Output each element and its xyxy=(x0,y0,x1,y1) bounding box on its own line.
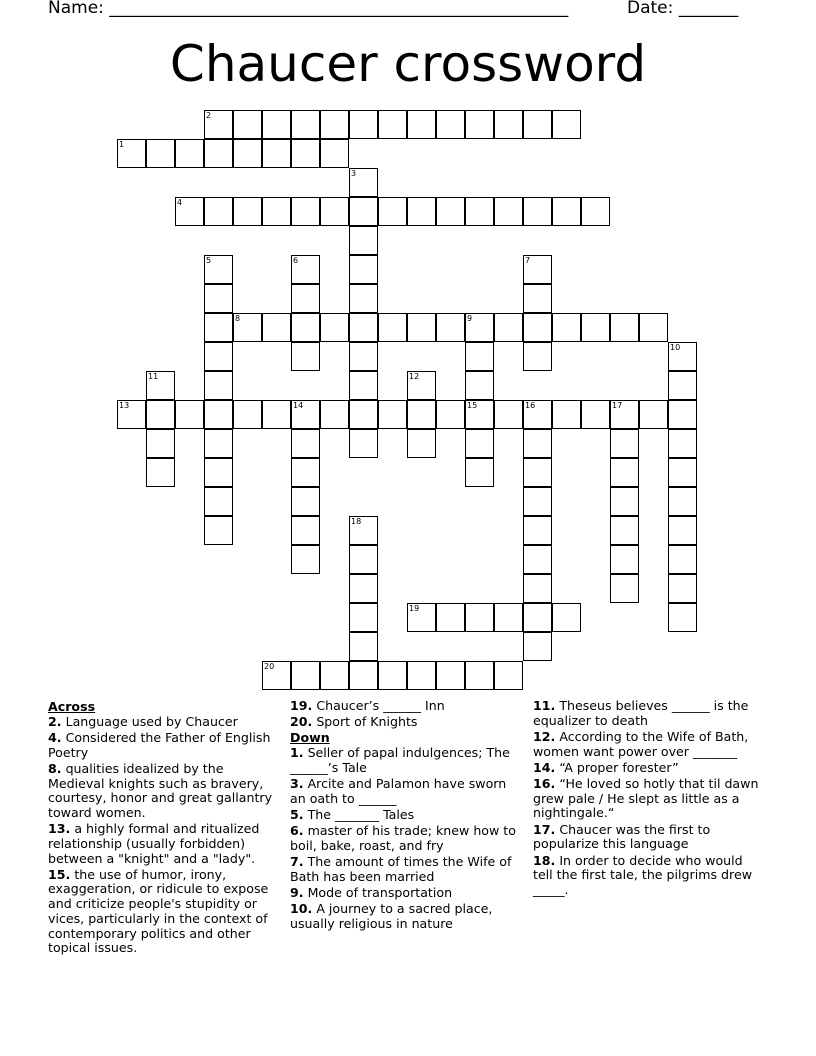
grid-cell[interactable] xyxy=(349,632,378,661)
clue-item xyxy=(533,854,765,898)
grid-cell[interactable] xyxy=(291,661,320,690)
grid-cell-3[interactable] xyxy=(349,168,378,197)
grid-cell[interactable] xyxy=(349,661,378,690)
page-title: Chaucer crossword xyxy=(169,35,647,93)
clue-number: 1. xyxy=(290,745,304,761)
grid-cell[interactable] xyxy=(552,400,581,429)
grid-cell[interactable] xyxy=(291,429,320,458)
grid-cell[interactable] xyxy=(668,516,697,545)
grid-cell[interactable] xyxy=(204,487,233,516)
grid-cell-9[interactable] xyxy=(465,313,494,342)
clue-text: In order to decide who would tell the first tale, the pilgrims drew _____. xyxy=(533,852,752,897)
grid-cell[interactable] xyxy=(349,110,378,139)
clue-item xyxy=(48,762,280,821)
grid-cell-11[interactable] xyxy=(146,371,175,400)
grid-cell[interactable] xyxy=(407,400,436,429)
clue-number: 10. xyxy=(290,901,313,917)
grid-cell[interactable] xyxy=(465,371,494,400)
clue-text: The _______ Tales xyxy=(303,806,415,822)
grid-cell-1[interactable] xyxy=(117,139,146,168)
grid-cell[interactable] xyxy=(204,458,233,487)
grid-cell-12[interactable] xyxy=(407,371,436,400)
clue-number: 3. xyxy=(290,776,304,792)
grid-cell[interactable] xyxy=(581,313,610,342)
clue-number-label: 1 xyxy=(119,140,125,149)
clue-number-label: 19 xyxy=(409,604,420,613)
grid-cell[interactable] xyxy=(320,197,349,226)
clue-number-label: 5 xyxy=(206,256,212,265)
clue-text: the use of humor, irony, exaggeration, or ridicule to expose and criticize people's stupidity or vices, particularly in the context of contemporary politics and other topical issues. xyxy=(48,866,269,956)
grid-cell-2[interactable] xyxy=(204,110,233,139)
grid-cell[interactable] xyxy=(465,661,494,690)
clue-number-label: 15 xyxy=(467,401,478,410)
clue-number-label: 17 xyxy=(612,401,623,410)
grid-cell[interactable] xyxy=(639,313,668,342)
grid-cell[interactable] xyxy=(610,458,639,487)
clue-number: 15. xyxy=(48,866,71,882)
grid-cell[interactable] xyxy=(523,313,552,342)
grid-cell[interactable] xyxy=(204,400,233,429)
grid-cell[interactable] xyxy=(233,110,262,139)
clue-number-label: 4 xyxy=(177,198,183,207)
grid-cell[interactable] xyxy=(204,313,233,342)
grid-cell[interactable] xyxy=(291,487,320,516)
clue-number-label: 6 xyxy=(293,256,299,265)
grid-cell[interactable] xyxy=(407,197,436,226)
grid-cell[interactable] xyxy=(349,342,378,371)
grid-cell[interactable] xyxy=(581,197,610,226)
grid-cell[interactable] xyxy=(610,545,639,574)
clue-text: master of his trade; knew how to boil, bake, roast, and fry xyxy=(290,823,516,853)
clue-item xyxy=(290,746,522,775)
grid-cell[interactable] xyxy=(668,458,697,487)
grid-cell-8[interactable] xyxy=(233,313,262,342)
clue-number: 5. xyxy=(290,806,304,822)
clue-number: 8. xyxy=(48,760,62,776)
grid-cell[interactable] xyxy=(233,197,262,226)
clue-item xyxy=(290,715,522,730)
grid-cell[interactable] xyxy=(233,400,262,429)
grid-cell[interactable] xyxy=(465,110,494,139)
grid-cell-19[interactable] xyxy=(407,603,436,632)
clue-number-label: 14 xyxy=(293,401,304,410)
clue-text: a highly formal and ritualized relationship (usually forbidden) between a "knight" and a "lady". xyxy=(48,821,260,866)
grid-cell[interactable] xyxy=(407,110,436,139)
grid-cell[interactable] xyxy=(523,603,552,632)
clue-number: 2. xyxy=(48,713,62,729)
grid-cell[interactable] xyxy=(581,400,610,429)
grid-cell[interactable] xyxy=(465,603,494,632)
grid-cell[interactable] xyxy=(465,197,494,226)
grid-cell[interactable] xyxy=(349,226,378,255)
grid-cell[interactable] xyxy=(378,313,407,342)
grid-cell[interactable] xyxy=(349,255,378,284)
grid-cell[interactable] xyxy=(349,371,378,400)
grid-cell-13[interactable] xyxy=(117,400,146,429)
grid-cell[interactable] xyxy=(349,313,378,342)
grid-cell[interactable] xyxy=(465,429,494,458)
grid-cell[interactable] xyxy=(175,400,204,429)
grid-cell[interactable] xyxy=(436,110,465,139)
grid-cell[interactable] xyxy=(349,603,378,632)
grid-cell-4[interactable] xyxy=(175,197,204,226)
grid-cell[interactable] xyxy=(146,429,175,458)
grid-cell-14[interactable] xyxy=(291,400,320,429)
clue-number: 6. xyxy=(290,823,304,839)
grid-cell-16[interactable] xyxy=(523,400,552,429)
grid-cell[interactable] xyxy=(668,371,697,400)
grid-cell[interactable] xyxy=(204,371,233,400)
grid-cell[interactable] xyxy=(523,110,552,139)
name-field-label[interactable]: Name: ______________________________________________________ xyxy=(48,0,569,18)
grid-cell-10[interactable] xyxy=(668,342,697,371)
clue-item xyxy=(290,777,522,806)
clue-text: Considered the Father of English Poetry xyxy=(48,729,271,760)
clue-number-label: 13 xyxy=(119,401,130,410)
clue-number-label: 9 xyxy=(467,314,473,323)
grid-cell[interactable] xyxy=(494,110,523,139)
clue-item xyxy=(290,824,522,853)
grid-cell[interactable] xyxy=(262,400,291,429)
grid-cell[interactable] xyxy=(523,545,552,574)
grid-cell[interactable] xyxy=(378,400,407,429)
grid-cell[interactable] xyxy=(262,110,291,139)
clue-item xyxy=(533,761,765,776)
grid-cell[interactable] xyxy=(291,110,320,139)
clue-text: Theseus believes ______ is the equalizer to death xyxy=(533,698,749,728)
grid-cell[interactable] xyxy=(552,603,581,632)
grid-cell[interactable] xyxy=(523,516,552,545)
grid-cell[interactable] xyxy=(610,313,639,342)
grid-cell[interactable] xyxy=(523,197,552,226)
grid-cell[interactable] xyxy=(436,661,465,690)
grid-cell[interactable] xyxy=(523,458,552,487)
grid-cell[interactable] xyxy=(668,545,697,574)
clue-number: 16. xyxy=(533,776,556,792)
clue-text: Language used by Chaucer xyxy=(61,713,238,729)
grid-cell[interactable] xyxy=(668,429,697,458)
clue-item xyxy=(533,699,765,728)
clue-number-label: 8 xyxy=(235,314,241,323)
grid-cell[interactable] xyxy=(523,574,552,603)
grid-cell[interactable] xyxy=(523,487,552,516)
clue-number: 13. xyxy=(48,821,71,837)
grid-cell[interactable] xyxy=(610,429,639,458)
date-field-label[interactable]: Date: _______ xyxy=(627,0,739,18)
grid-cell[interactable] xyxy=(291,313,320,342)
grid-cell[interactable] xyxy=(436,400,465,429)
grid-cell[interactable] xyxy=(320,400,349,429)
grid-cell[interactable] xyxy=(436,603,465,632)
grid-cell[interactable] xyxy=(668,487,697,516)
grid-cell[interactable] xyxy=(668,400,697,429)
grid-cell[interactable] xyxy=(523,632,552,661)
grid-cell[interactable] xyxy=(552,313,581,342)
clue-item xyxy=(533,730,765,759)
clue-number-label: 2 xyxy=(206,111,212,120)
grid-cell[interactable] xyxy=(407,661,436,690)
clue-text: “A proper forester” xyxy=(555,759,679,775)
grid-cell[interactable] xyxy=(262,139,291,168)
grid-cell[interactable] xyxy=(494,313,523,342)
grid-cell[interactable] xyxy=(204,197,233,226)
grid-cell[interactable] xyxy=(523,284,552,313)
clue-number: 12. xyxy=(533,728,556,744)
clue-number: 7. xyxy=(290,854,304,870)
clue-item xyxy=(533,777,765,821)
grid-cell[interactable] xyxy=(291,342,320,371)
clue-number-label: 18 xyxy=(351,517,362,526)
grid-cell[interactable] xyxy=(175,139,204,168)
clue-number-label: 20 xyxy=(264,662,275,671)
clues-column-left xyxy=(48,699,280,957)
grid-cell[interactable] xyxy=(494,400,523,429)
clue-text: Chaucer was the first to popularize this language xyxy=(533,821,711,852)
grid-cell[interactable] xyxy=(639,400,668,429)
grid-cell-6[interactable] xyxy=(291,255,320,284)
clue-number: 9. xyxy=(290,884,304,900)
grid-cell-5[interactable] xyxy=(204,255,233,284)
grid-cell[interactable] xyxy=(349,400,378,429)
grid-cell[interactable] xyxy=(552,197,581,226)
grid-cell[interactable] xyxy=(291,545,320,574)
grid-cell[interactable] xyxy=(349,197,378,226)
clue-number: 17. xyxy=(533,821,556,837)
grid-cell-20[interactable] xyxy=(262,661,291,690)
clue-text: According to the Wife of Bath, women want power over _______ xyxy=(533,728,749,759)
grid-cell[interactable] xyxy=(291,197,320,226)
grid-cell[interactable] xyxy=(465,342,494,371)
grid-cell-15[interactable] xyxy=(465,400,494,429)
grid-cell[interactable] xyxy=(465,458,494,487)
grid-cell[interactable] xyxy=(204,139,233,168)
grid-cell[interactable] xyxy=(349,574,378,603)
grid-cell[interactable] xyxy=(436,313,465,342)
grid-cell[interactable] xyxy=(291,284,320,313)
grid-cell[interactable] xyxy=(610,487,639,516)
clues-column-right xyxy=(533,699,765,899)
grid-cell[interactable] xyxy=(349,545,378,574)
grid-cell[interactable] xyxy=(523,429,552,458)
grid-cell-7[interactable] xyxy=(523,255,552,284)
clues-column-middle xyxy=(290,699,522,933)
grid-cell[interactable] xyxy=(494,603,523,632)
clue-text: A journey to a sacred place, usually religious in nature xyxy=(290,901,493,931)
clue-item xyxy=(48,868,280,956)
grid-cell[interactable] xyxy=(320,110,349,139)
grid-cell[interactable] xyxy=(291,139,320,168)
clue-number-label: 7 xyxy=(525,256,531,265)
grid-cell[interactable] xyxy=(523,342,552,371)
clue-number-label: 12 xyxy=(409,372,420,381)
grid-cell[interactable] xyxy=(407,313,436,342)
grid-cell[interactable] xyxy=(349,284,378,313)
clue-number: 4. xyxy=(48,729,62,745)
clue-item xyxy=(290,855,522,884)
grid-cell[interactable] xyxy=(204,429,233,458)
clue-item xyxy=(290,699,522,714)
clue-number: 11. xyxy=(533,698,556,713)
grid-cell[interactable] xyxy=(204,284,233,313)
clue-item xyxy=(533,823,765,852)
down-heading: Down xyxy=(290,730,330,746)
clue-text: The amount of times the Wife of Bath has been married xyxy=(290,854,512,884)
grid-cell[interactable] xyxy=(146,139,175,168)
grid-cell[interactable] xyxy=(668,574,697,603)
clue-text: Mode of transportation xyxy=(303,884,453,900)
clue-text: Arcite and Palamon have sworn an oath to ______ xyxy=(290,776,507,806)
grid-cell[interactable] xyxy=(204,516,233,545)
clue-item xyxy=(48,731,280,760)
clue-item xyxy=(290,808,522,823)
clue-text: Seller of papal indulgences; The ______’s Tale xyxy=(290,745,510,775)
grid-cell[interactable] xyxy=(146,400,175,429)
grid-cell[interactable] xyxy=(320,313,349,342)
grid-cell[interactable] xyxy=(407,429,436,458)
grid-cell[interactable] xyxy=(436,197,465,226)
clue-number: 14. xyxy=(533,759,556,775)
clue-text: qualities idealized by the Medieval knights such as bravery, courtesy, honor and great gallantry toward women. xyxy=(48,760,273,820)
grid-cell[interactable] xyxy=(291,516,320,545)
grid-cell[interactable] xyxy=(233,139,262,168)
clue-number: 19. xyxy=(290,698,313,713)
grid-cell[interactable] xyxy=(378,197,407,226)
clue-number-label: 10 xyxy=(670,343,681,352)
grid-cell[interactable] xyxy=(349,429,378,458)
clue-number: 20. xyxy=(290,714,313,730)
clue-number: 18. xyxy=(533,852,556,868)
clue-text: Chaucer’s ______ Inn xyxy=(312,698,445,713)
grid-cell[interactable] xyxy=(494,661,523,690)
grid-cell[interactable] xyxy=(146,458,175,487)
grid-cell[interactable] xyxy=(204,342,233,371)
grid-cell[interactable] xyxy=(378,110,407,139)
clue-number-label: 3 xyxy=(351,169,357,178)
grid-cell[interactable] xyxy=(320,139,349,168)
clue-number-label: 16 xyxy=(525,401,536,410)
grid-cell-17[interactable] xyxy=(610,400,639,429)
grid-cell[interactable] xyxy=(494,197,523,226)
grid-cell[interactable] xyxy=(262,313,291,342)
grid-cell[interactable] xyxy=(378,661,407,690)
clue-text: Sport of Knights xyxy=(312,714,418,730)
grid-cell[interactable] xyxy=(262,197,291,226)
grid-cell[interactable] xyxy=(320,661,349,690)
grid-cell[interactable] xyxy=(610,516,639,545)
clue-item xyxy=(290,886,522,901)
clue-text: “He loved so hotly that til dawn grew pale / He slept as little as a nightingale.“ xyxy=(533,776,759,821)
clue-number-label: 11 xyxy=(148,372,159,381)
across-heading: Across xyxy=(48,699,96,714)
clue-item xyxy=(48,822,280,866)
clue-item xyxy=(48,715,280,730)
grid-cell[interactable] xyxy=(291,458,320,487)
grid-cell-18[interactable] xyxy=(349,516,378,545)
grid-cell[interactable] xyxy=(552,110,581,139)
clue-item xyxy=(290,902,522,931)
grid-cell[interactable] xyxy=(668,603,697,632)
grid-cell[interactable] xyxy=(610,574,639,603)
